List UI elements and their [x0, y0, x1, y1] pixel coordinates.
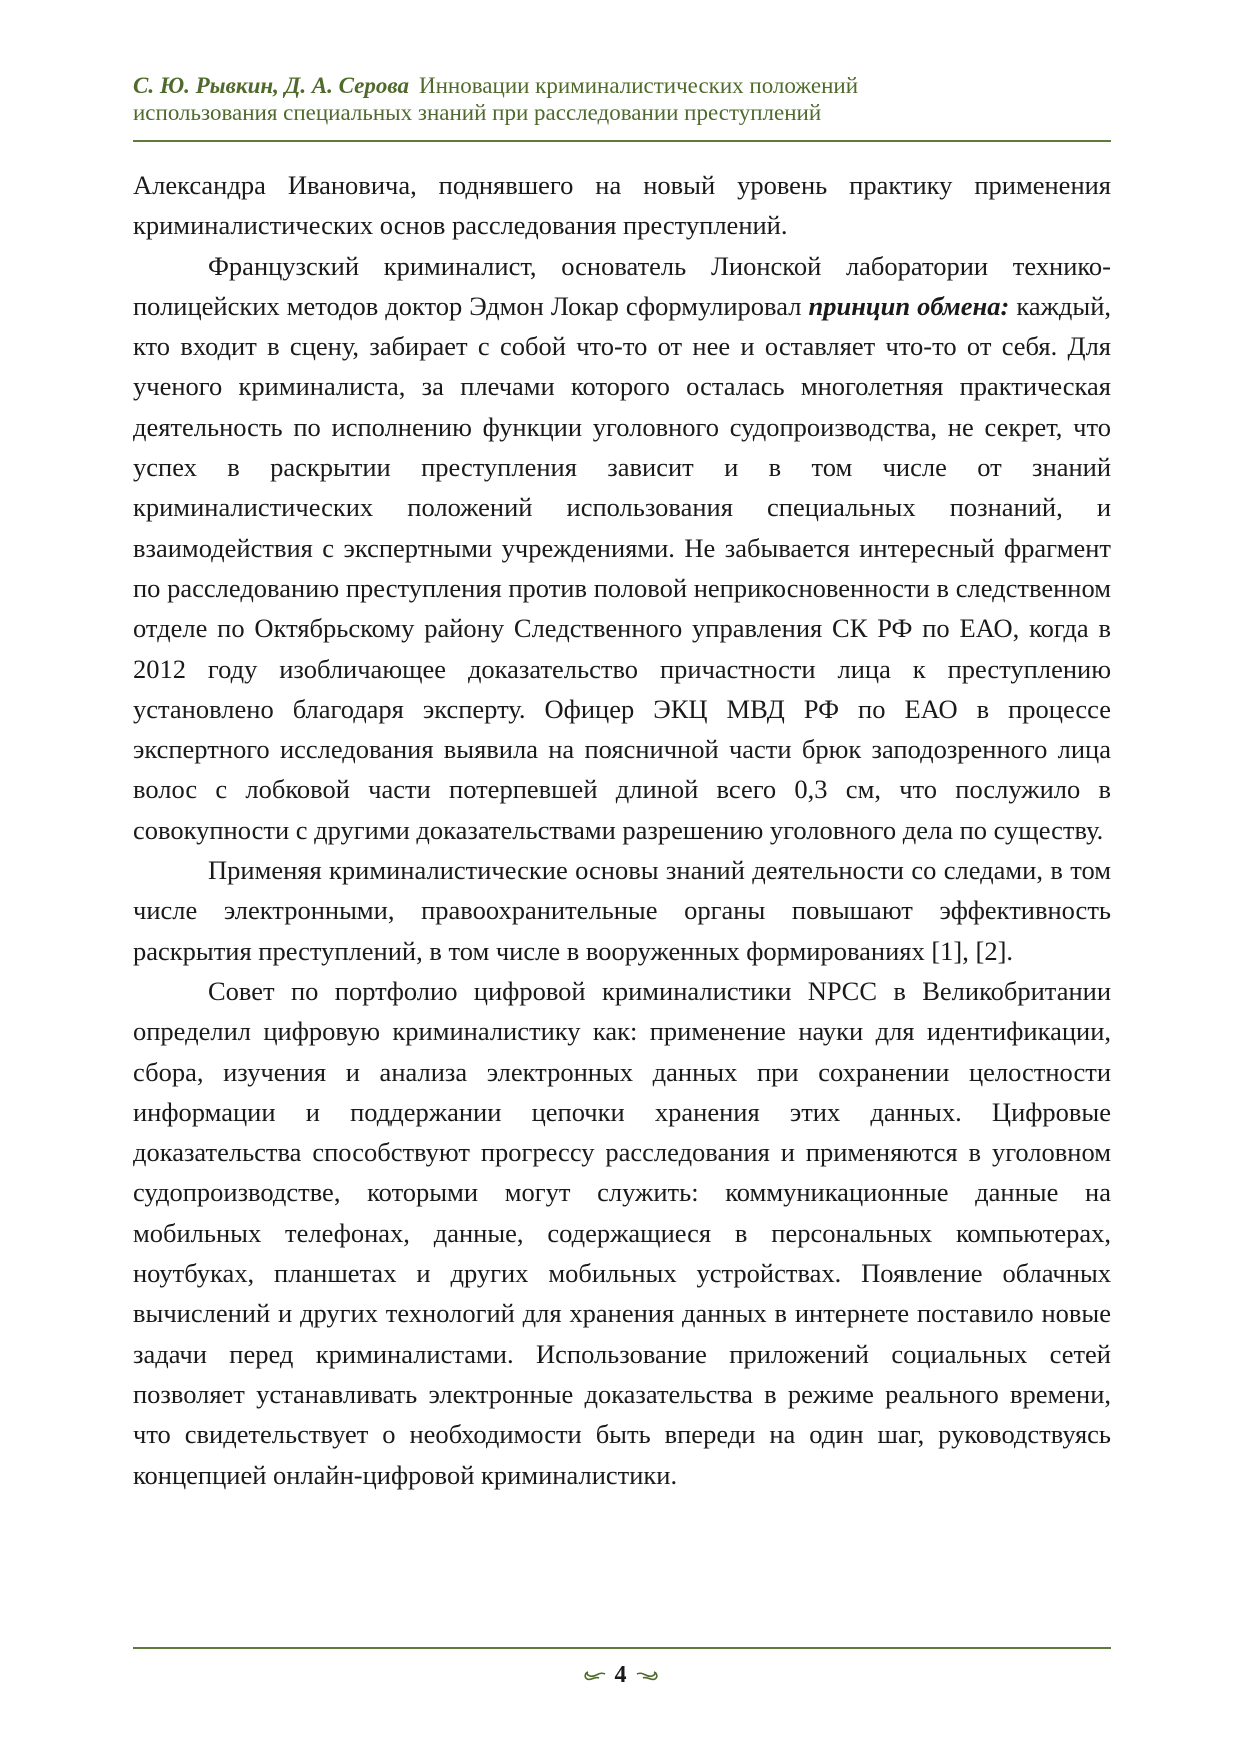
paragraph-2-text-after: каждый, кто входит в сцену, забирает с собой что-то от нее и оставляет что-то от себя. Для ученого криминалиста, за плечами которого осталась многолетняя практическая деятельность по исполнению функции уголовного судопроизводства, не секрет, что успех в раскрытии преступления зависит и в том числе от знаний криминалистических положений использования специальных познаний, и взаимодействия с экспертными учреждениями. Не забывается интересный фрагмент по расследованию преступления против половой неприкосновенности в следственном отделе по Октябрьскому району Следственного управления СК РФ по ЕАО, когда в 2012 году изобличающее доказательство причастности лица к преступлению установлено благодаря эксперту. Офицер ЭКЦ МВД РФ по ЕАО в процессе экспертного исследования выявила на поясничной части брюк заподозренного лица волос с лобковой части потерпевшей длиной всего 0,3 см, что послужило в совокупности с другими доказательствами разрешению уголовного дела по существу. — [133, 290, 1112, 845]
header-title-line-2: использования специальных знаний при расследовании преступлений — [133, 100, 822, 125]
paragraph-1: Александра Ивановича, поднявшего на новый уровень практику применения криминалистических основ расследования преступлений. — [133, 170, 1111, 241]
paragraph-2-text-before: Французский криминалист, основатель Лионской лаборатории технико-полицейских методов доктор Эдмон Локар сформулировал — [133, 250, 1111, 321]
main-text — [133, 165, 1111, 1495]
header-divider — [133, 140, 1111, 142]
running-header — [133, 72, 1111, 126]
paragraph-2-emphasis: принцип обмена: — [808, 290, 1010, 321]
page-number: 4 — [614, 1662, 627, 1688]
page-footer — [0, 1662, 1241, 1689]
footer-divider — [133, 1647, 1111, 1649]
header-title-line-1: Инновации криминалистических положений — [419, 73, 859, 98]
right-ornament-icon — [635, 1670, 659, 1682]
left-ornament-icon — [583, 1670, 607, 1682]
running-header-line-1 — [133, 72, 1111, 99]
paragraph-2 — [133, 246, 1111, 850]
header-authors: С. Ю. Рывкин, Д. А. Серова — [133, 73, 410, 98]
paragraph-4: Совет по портфолио цифровой криминалистики NPCC в Великобритании определил цифровую криминалистику как: применение науки для идентификации, сбора, изучения и анализа электронных данных при сохранении целостности информации и поддержании цепочки хранения этих данных. Цифровые доказательства способствуют прогрессу расследования и применяются в уголовном судопроизводстве, которыми могут служить: коммуникационные данные на мобильных телефонах, данные, содержащиеся в персональных компьютерах, ноутбуках, планшетах и других мобильных устройствах. Появление облачных вычислений и других технологий для хранения данных в интернете поставило новые задачи перед криминалистами. Использование приложений социальных сетей позволяет устанавливать электронные доказательства в режиме реального времени, что свидетельствует о необходимости быть впереди на один шаг, руководствуясь концепцией онлайн-цифровой криминалистики. — [133, 975, 1111, 1490]
paragraph-3: Применяя криминалистические основы знаний деятельности со следами, в том числе электронными, правоохранительные органы повышают эффективность раскрытия преступлений, в том числе в вооруженных формированиях [1], [2]. — [133, 855, 1111, 966]
